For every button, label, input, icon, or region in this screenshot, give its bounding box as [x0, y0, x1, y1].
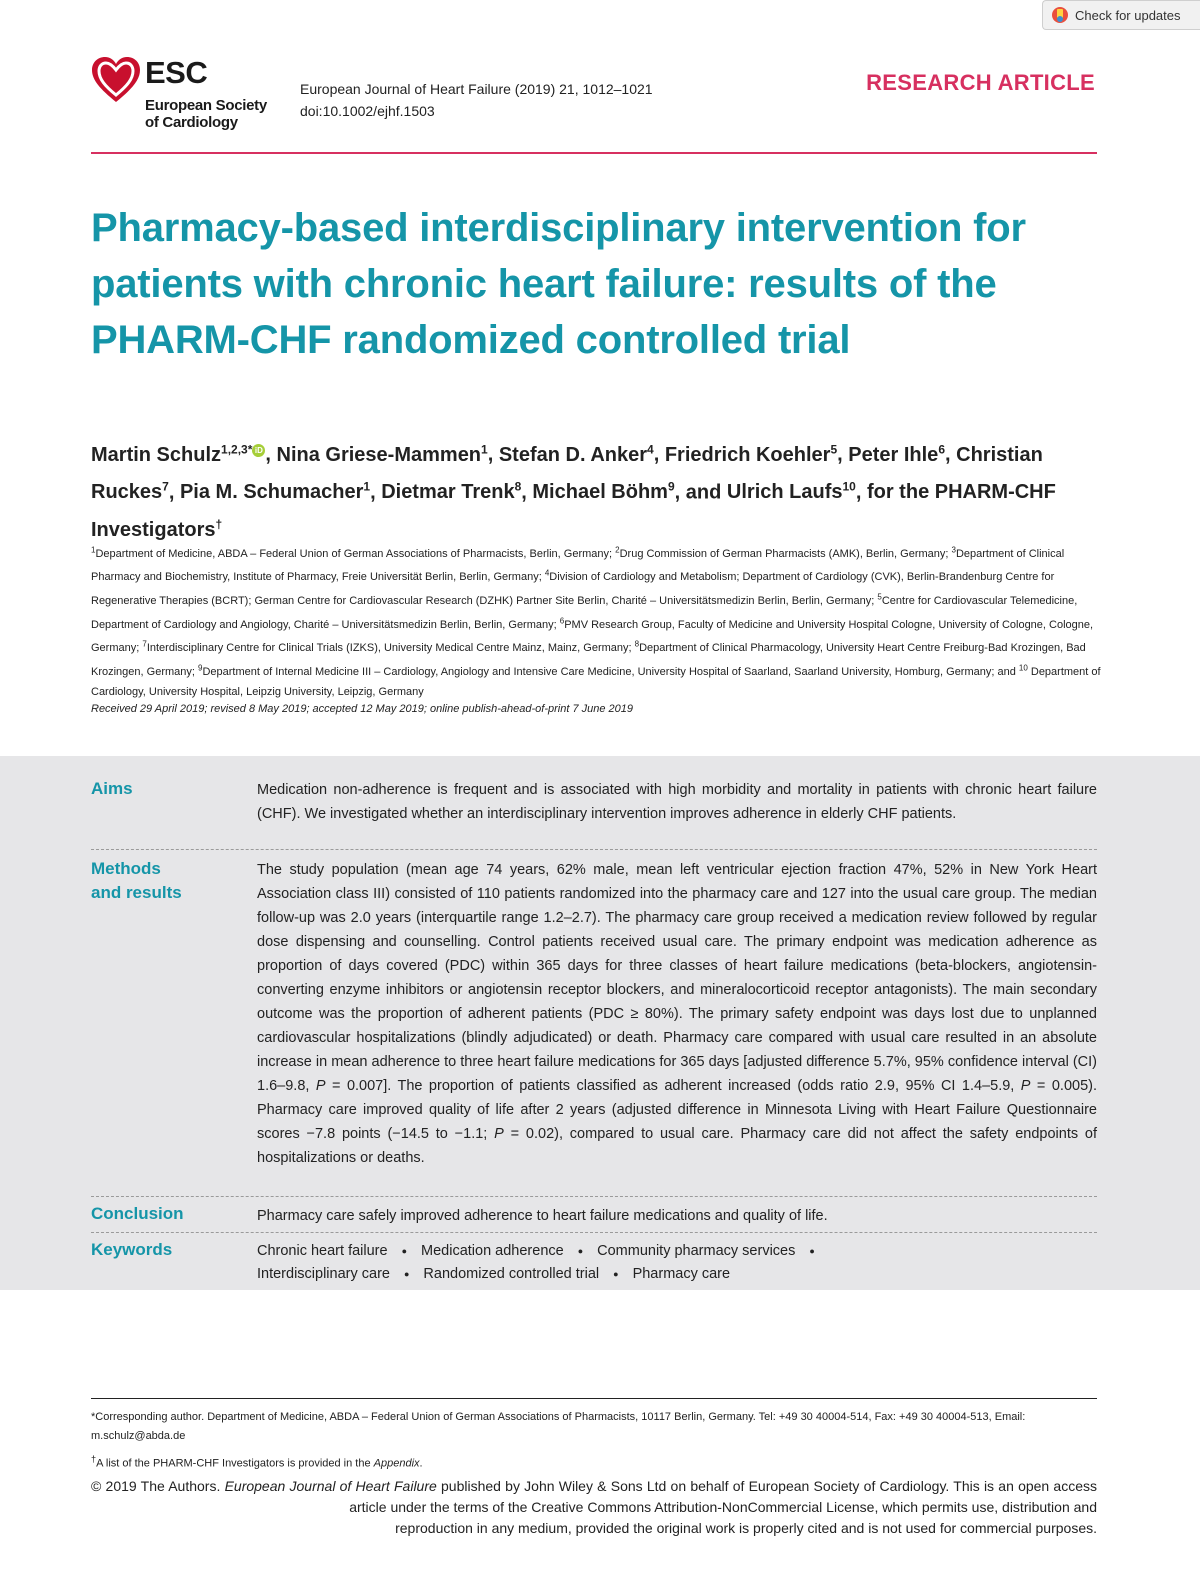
- journal-doi[interactable]: doi:10.1002/ejhf.1503: [300, 103, 435, 119]
- check-for-updates-button[interactable]: [1042, 0, 1200, 30]
- footnote-divider: [91, 1398, 1097, 1399]
- affiliation: $^8$Department of Clinical Pharmacology, University Heart Centre Freiburg-Bad Krozingen, Bad Krozingen, Germany;: [91, 639, 1086, 678]
- journal-citation: European Journal of Heart Failure (2019) 21, 1012–1021: [300, 81, 653, 97]
- author: Ulrich Laufs$^{10}$: [726, 479, 856, 504]
- keyword-separator: ●: [403, 1269, 410, 1280]
- author: Michael Böhm$^9$: [532, 479, 675, 504]
- header-divider: [91, 152, 1097, 154]
- aims-text: Medication non-adherence is frequent and is associated with high morbidity and mortality in patients with chronic heart failure (CHF). We investigated whether an interdisciplinary intervention improves adherence in elderly CHF patients.: [257, 782, 1097, 822]
- aims-heading: Aims: [91, 779, 133, 798]
- check-for-updates-label: Check for updates: [1075, 7, 1181, 23]
- keyword: Medication adherence: [421, 1243, 564, 1259]
- affiliation: $^6$PMV Research Group, Faculty of Medicine and University Hospital Cologne, University of Cologne, Cologne, Germany;: [91, 615, 1094, 655]
- author: Nina Griese-Mammen$^1$: [276, 442, 488, 466]
- author: Dietmar Trenk$^8$: [381, 479, 522, 504]
- affiliation: $^5$Centre for Cardiovascular Telemedicine, Department of Cardiology and Angiology, Charité – Universitätsmedizin Berlin, Berlin, Germany;: [91, 592, 1078, 631]
- affiliation: and $^{10}$ Department of Cardiology, University Hospital, Leipzig University, Leipzig, Germany: [91, 663, 1101, 698]
- author: Stefan D. Anker$^4$: [498, 442, 654, 466]
- keyword: Randomized controlled trial: [423, 1266, 600, 1282]
- journal-reference: [300, 78, 653, 122]
- crossmark-icon: [1051, 6, 1069, 24]
- conclusion-text: Pharmacy care safely improved adherence to heart failure medications and quality of life.: [257, 1208, 828, 1224]
- author: Friedrich Koehler$^5$: [664, 442, 838, 466]
- keyword-separator: ●: [809, 1246, 815, 1257]
- esc-acronym: ESC: [145, 55, 208, 90]
- orcid-icon[interactable]: iD: [252, 444, 265, 457]
- affiliation: $^1$Department of Medicine, ABDA – Federal Union of German Associations of Pharmacists, Berlin, Germany;: [91, 545, 616, 560]
- article-title: Pharmacy-based interdisciplinary intervention for patients with chronic heart failure: results of the PHARM-CHF randomized controlled trial: [91, 206, 1026, 362]
- abstract-box: [0, 756, 1200, 1290]
- esc-heart-icon: [90, 55, 142, 107]
- esc-name-line1: European Society: [145, 97, 267, 114]
- author-list: Martin Schulz$^{1,2,3*}$ iD , Nina Griese-Mammen$^1$, Stefan D. Anker$^4$, Friedrich Koehler$^5$, Peter Ihle$^6$, Christian Ruckes$^7$, Pia M. Schumacher$^1$, Dietmar Trenk$^8$, Michael Böhm$^9$, and Ulrich Laufs$^{10}$, for the PHARM-CHF Investigators†: [91, 442, 1056, 541]
- keyword-separator: ●: [577, 1246, 584, 1257]
- keyword-separator: ●: [401, 1246, 408, 1257]
- section-divider: [91, 1196, 1097, 1197]
- keyword: Community pharmacy services: [597, 1243, 796, 1259]
- author: Pia M. Schumacher$^1$: [179, 479, 371, 504]
- affiliation: $^4$Division of Cardiology and Metabolism; Department of Cardiology (CVK), Berlin-Brandenburg Centre for Regenerative Therapies (BCRT); German Centre for Cardiovascular Research (DZHK) Partner Site Berlin, Charité – Universitätsmedizin Berlin, Berlin, Germany;: [91, 568, 1055, 607]
- conclusion-heading: Conclusion: [91, 1204, 184, 1223]
- esc-full-name: [145, 97, 267, 131]
- affiliation: $^9$Department of Internal Medicine III – Cardiology, Angiology and Intensive Care Medicine, University Hospital of Saarland, Saarland University, Homburg, Germany;: [198, 663, 998, 678]
- copyright-notice: © 2019 The Authors. European Journal of Heart Failure published by John Wiley & Sons Ltd on behalf of European Society of Cardiology. This is an open access article under the terms of the Creative Commons Attribution-NonCommercial License, which permits use, distribution and reproduction in any medium, provided the original work is properly cited and is not used for commercial purposes.: [91, 1478, 1098, 1536]
- keyword: Interdisciplinary care: [257, 1266, 390, 1282]
- methods-heading: Methods and results: [91, 859, 182, 902]
- received-dates: Received 29 April 2019; revised 8 May 2019; accepted 12 May 2019; online publish-ahead-of-print 7 June 2019: [91, 703, 633, 715]
- esc-name-line2: of Cardiology: [145, 114, 238, 131]
- methods-text: The study population (mean age 74 years, 62% male, mean left ventricular ejection fraction 47%, 52% in New York Heart Association class III) consisted of 110 patients randomized into the pharmacy care and 127 into the usual care group. The median follow-up was 2.0 years (interquartile range 1.2–2.7). The pharmacy care group received a medication review followed by regular dose dispensing and counselling. Control patients received usual care. The primary endpoint was medication adherence as proportion of days covered (PDC) within 365 days for three classes of heart failure medications (beta-blockers, angiotensin-converting enzyme inhibitors or angiotensin receptor blockers, and mineralocorticoid receptor antagonists). The main secondary outcome was the proportion of adherent patients (PDC ≥ 80%). The primary safety endpoint was days lost due to unplanned cardiovascular hospitalizations (blindly adjudicated) or death. Pharmacy care compared with usual care resulted in an absolute increase in mean adherence to three heart failure medications for 365 days [adjusted difference 5.7%, 95% confidence interval (CI) 1.6–9.8, P = 0.007]. The proportion of patients classified as adherent increased (odds ratio 2.9, 95% CI 1.4–5.9, P = 0.005). Pharmacy care improved quality of life after 2 years (adjusted difference in Minnesota Living with Heart Failure Questionnaire scores −7.8 points (−14.5 to −1.1; P = 0.02), compared to usual care. Pharmacy care did not affect the safety endpoints of hospitalizations or deaths.: [257, 862, 1097, 1166]
- affiliation: $^3$Department of Clinical Pharmacy and Biochemistry, Institute of Pharmacy, Freie Universität Berlin, Berlin, Germany;: [91, 545, 1065, 584]
- author: Christian Ruckes$^7$: [91, 443, 1043, 504]
- article-type: RESEARCH ARTICLE: [866, 70, 1095, 95]
- affiliation: $^2$Drug Commission of German Pharmacists (AMK), Berlin, Germany;: [615, 545, 952, 560]
- section-divider: [91, 1232, 1097, 1233]
- esc-logo: [90, 55, 290, 145]
- section-divider: [91, 849, 1097, 850]
- keywords-heading: Keywords: [91, 1240, 173, 1259]
- keyword-separator: ●: [613, 1269, 619, 1280]
- affiliations: [91, 540, 1101, 702]
- keyword: Chronic heart failure: [257, 1243, 388, 1259]
- author: Martin Schulz$^{1,2,3*}$ iD: [91, 444, 265, 466]
- keyword: Pharmacy care: [632, 1266, 731, 1282]
- corresponding-author-note: *Corresponding author. Department of Medicine, ABDA – Federal Union of German Associations of Pharmacists, 10117 Berlin, Germany. Tel: +49 30 40004-514, Fax: +49 30 40004-513, Email: m.schulz@abda.de: [91, 1411, 1026, 1442]
- affiliation: $^7$Interdisciplinary Centre for Clinical Trials (IZKS), University Medical Centre Mainz, Mainz, Germany;: [142, 639, 635, 655]
- keywords-row: [257, 1239, 829, 1263]
- investigators-note: †A list of the PHARM-CHF Investigators is provided in the Appendix.: [91, 1454, 423, 1470]
- keywords-row: [257, 1262, 730, 1286]
- investigator-group: for the PHARM-CHF Investigators†: [91, 481, 1056, 541]
- author: Peter Ihle$^6$: [848, 442, 945, 466]
